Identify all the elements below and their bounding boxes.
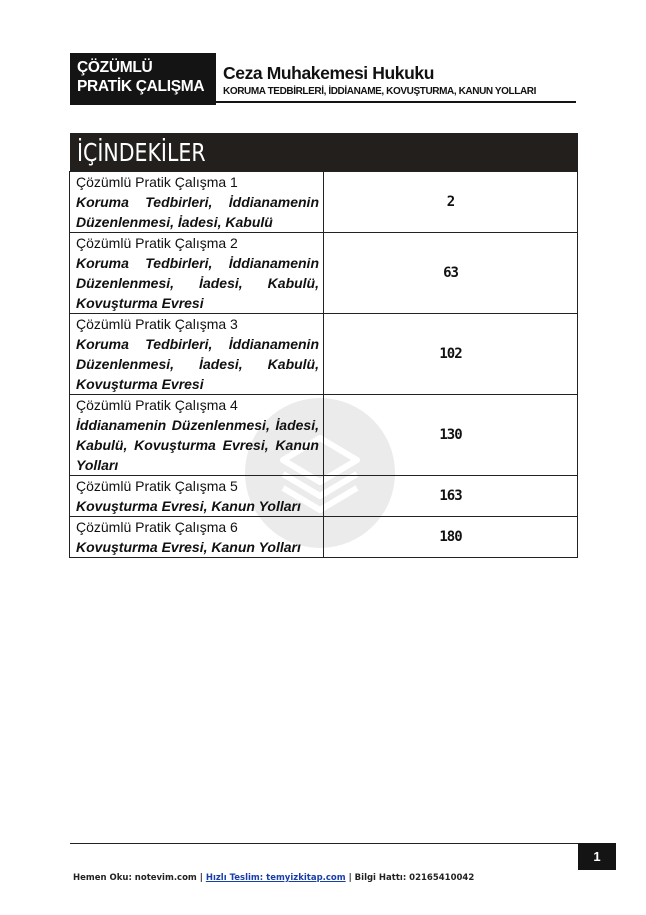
toc-row[interactable] (70, 314, 578, 395)
toc-entry-page[interactable]: 102 (324, 314, 578, 395)
footer-phone: Bilgi Hattı: 02165410042 (354, 873, 475, 883)
toc-entry-text (70, 233, 324, 314)
book-subtitle: KORUMA TEDBİRLERİ, İDDİANAME, KOVUŞTURMA, KANUN YOLLARI (223, 86, 536, 97)
footer-rule (70, 843, 578, 844)
toc-row[interactable] (70, 233, 578, 314)
book-title: Ceza Muhakemesi Hukuku (223, 63, 434, 83)
toc-entry-text (70, 172, 324, 233)
toc-entry-subtitle: Koruma Tedbirleri, İddianamenin Düzenlenmesi, İadesi, Kabulü, Kovuşturma Evresi (76, 255, 319, 311)
toc-entry-subtitle: Kovuşturma Evresi, Kanun Yolları (76, 498, 301, 514)
footer-separator: | (196, 873, 206, 883)
toc-entry-text (70, 517, 324, 558)
toc-entry-label: Çözümlü Pratik Çalışma 5 (76, 478, 238, 494)
toc-entry-text (70, 476, 324, 517)
toc-entry-page[interactable]: 130 (324, 395, 578, 476)
toc-entry-label: Çözümlü Pratik Çalışma 4 (76, 397, 238, 413)
footer-delivery-link[interactable]: Hızlı Teslim: temyizkitap.com (205, 873, 346, 883)
toc-heading: İÇİNDEKİLER (70, 133, 578, 172)
footer-bar (73, 873, 474, 883)
toc-row[interactable] (70, 395, 578, 476)
toc-entry-label: Çözümlü Pratik Çalışma 3 (76, 316, 238, 332)
toc-entry-page[interactable]: 63 (324, 233, 578, 314)
toc-entry-text (70, 395, 324, 476)
header-rule (216, 101, 576, 103)
header-badge (70, 53, 216, 105)
toc-entry-subtitle: Kovuşturma Evresi, Kanun Yolları (76, 539, 301, 555)
toc-entry-label: Çözümlü Pratik Çalışma 1 (76, 174, 238, 190)
toc-row[interactable] (70, 476, 578, 517)
footer-read-link[interactable]: Hemen Oku: notevim.com (73, 873, 197, 883)
toc-row[interactable] (70, 172, 578, 233)
toc-entry-text (70, 314, 324, 395)
badge-line-1: ÇÖZÜMLÜ (77, 59, 153, 76)
toc-entry-subtitle: Koruma Tedbirleri, İddianamenin Düzenlenmesi, İadesi, Kabulü, Kovuşturma Evresi (76, 336, 319, 392)
page-number: 1 (578, 843, 616, 870)
toc-entry-subtitle: İddianamenin Düzenlenmesi, İadesi, Kabulü, Kovuşturma Evresi, Kanun Yolları (76, 417, 319, 473)
footer-separator: | (345, 873, 355, 883)
table-of-contents (69, 133, 578, 558)
toc-body (70, 172, 578, 558)
toc-entry-page[interactable]: 163 (324, 476, 578, 517)
toc-entry-label: Çözümlü Pratik Çalışma 6 (76, 519, 238, 535)
toc-row[interactable] (70, 517, 578, 558)
toc-entry-page[interactable]: 180 (324, 517, 578, 558)
toc-entry-page[interactable]: 2 (324, 172, 578, 233)
toc-entry-label: Çözümlü Pratik Çalışma 2 (76, 235, 238, 251)
badge-line-2: PRATİK ÇALIŞMA (77, 78, 205, 95)
toc-entry-subtitle: Koruma Tedbirleri, İddianamenin Düzenlenmesi, İadesi, Kabulü (76, 194, 319, 230)
